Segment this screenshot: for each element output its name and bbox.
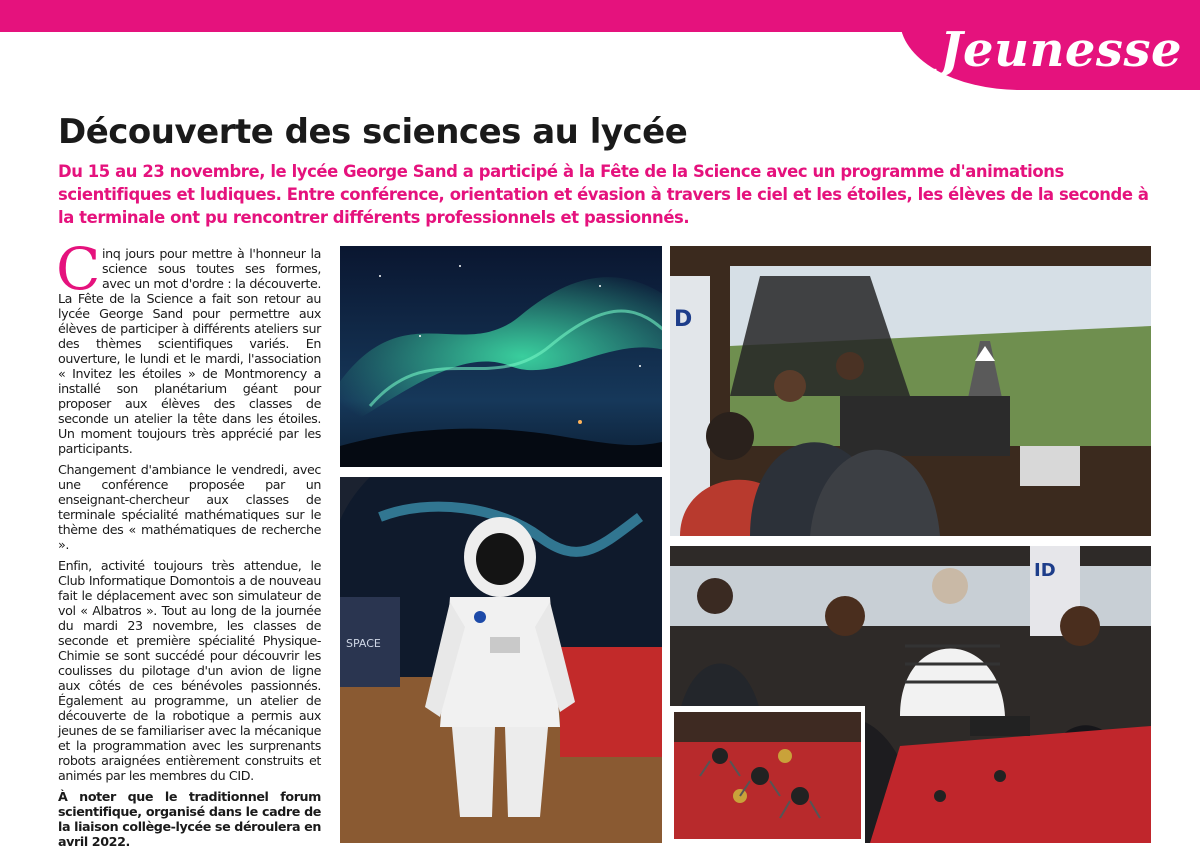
article-body [56,235,322,855]
cid-sign: ID [1034,560,1056,581]
paragraph-1-text: inq jours pour mettre à l'honneur la science sous toutes ses formes, avec un mot d'ordre : la découverte. La Fête de la Science a fait son retour au lycée George Sand pour permettre aux élèves de participer à différents ateliers sur des thèmes scientifiques variés. En ouverture, le lundi et le mardi, l'association « Invitez les étoiles » de Montmorency a installé son planétarium géant pour proposer aux élèves des classes de seconde un atelier la tête dans les étoiles. Un moment toujours très apprécié par les participants. [58,246,321,456]
paragraph-2: Changement d'ambiance le vendredi, avec une conférence proposée par un enseignant-chercheur aux classes de terminale spécialité mathématiques sur le thème des « mathématiques de recherche ». [58,462,321,552]
simulator-sign: D [674,307,693,332]
section-tab [900,0,1200,90]
article-headline: Découverte des sciences au lycée [58,112,688,152]
drop-cap: C [56,235,100,303]
closing-note: À noter que le traditionnel forum scientifique, organisé dans le cadre de la liaison collège-lycée se déroulera en avril 2022. [58,789,322,849]
photo-robotics-workshop [670,546,1151,843]
photo-flight-simulator [670,246,1151,536]
photo-astronaut [340,477,662,843]
planetarium-label: SPACE [346,637,381,650]
article-lede: Du 15 au 23 novembre, le lycée George Sand a participé à la Fête de la Science avec un programme d'animations scientifiques et ludiques. Entre conférence, orientation et évasion à travers le ciel et les étoiles, les élèves de la seconde à la terminale ont pu rencontrer différents professionnels et passionnés. [58,162,1149,227]
section-title: Jeunesse [939,22,1182,78]
photo-aurora [340,246,662,467]
paragraph-3: Enfin, activité toujours très attendue, le Club Informatique Domontois a de nouveau fait le déplacement avec son simulateur de vol « Albatros ». Tout au long de la journée du mardi 23 novembre, les classes de seconde et première spécialité Physique-Chimie se sont succédé pour découvrir les coulisses du pilotage d'un avion de ligne aux côtés de ces bénévoles passionnés. Également au programme, un atelier de découverte de la robotique a permis aux jeunes de se familiariser avec la mécanique et la programmation avec les surprenants robots araignées entièrement construits et animés par les membres du CID. [58,558,321,783]
paragraph-1 [56,235,321,456]
